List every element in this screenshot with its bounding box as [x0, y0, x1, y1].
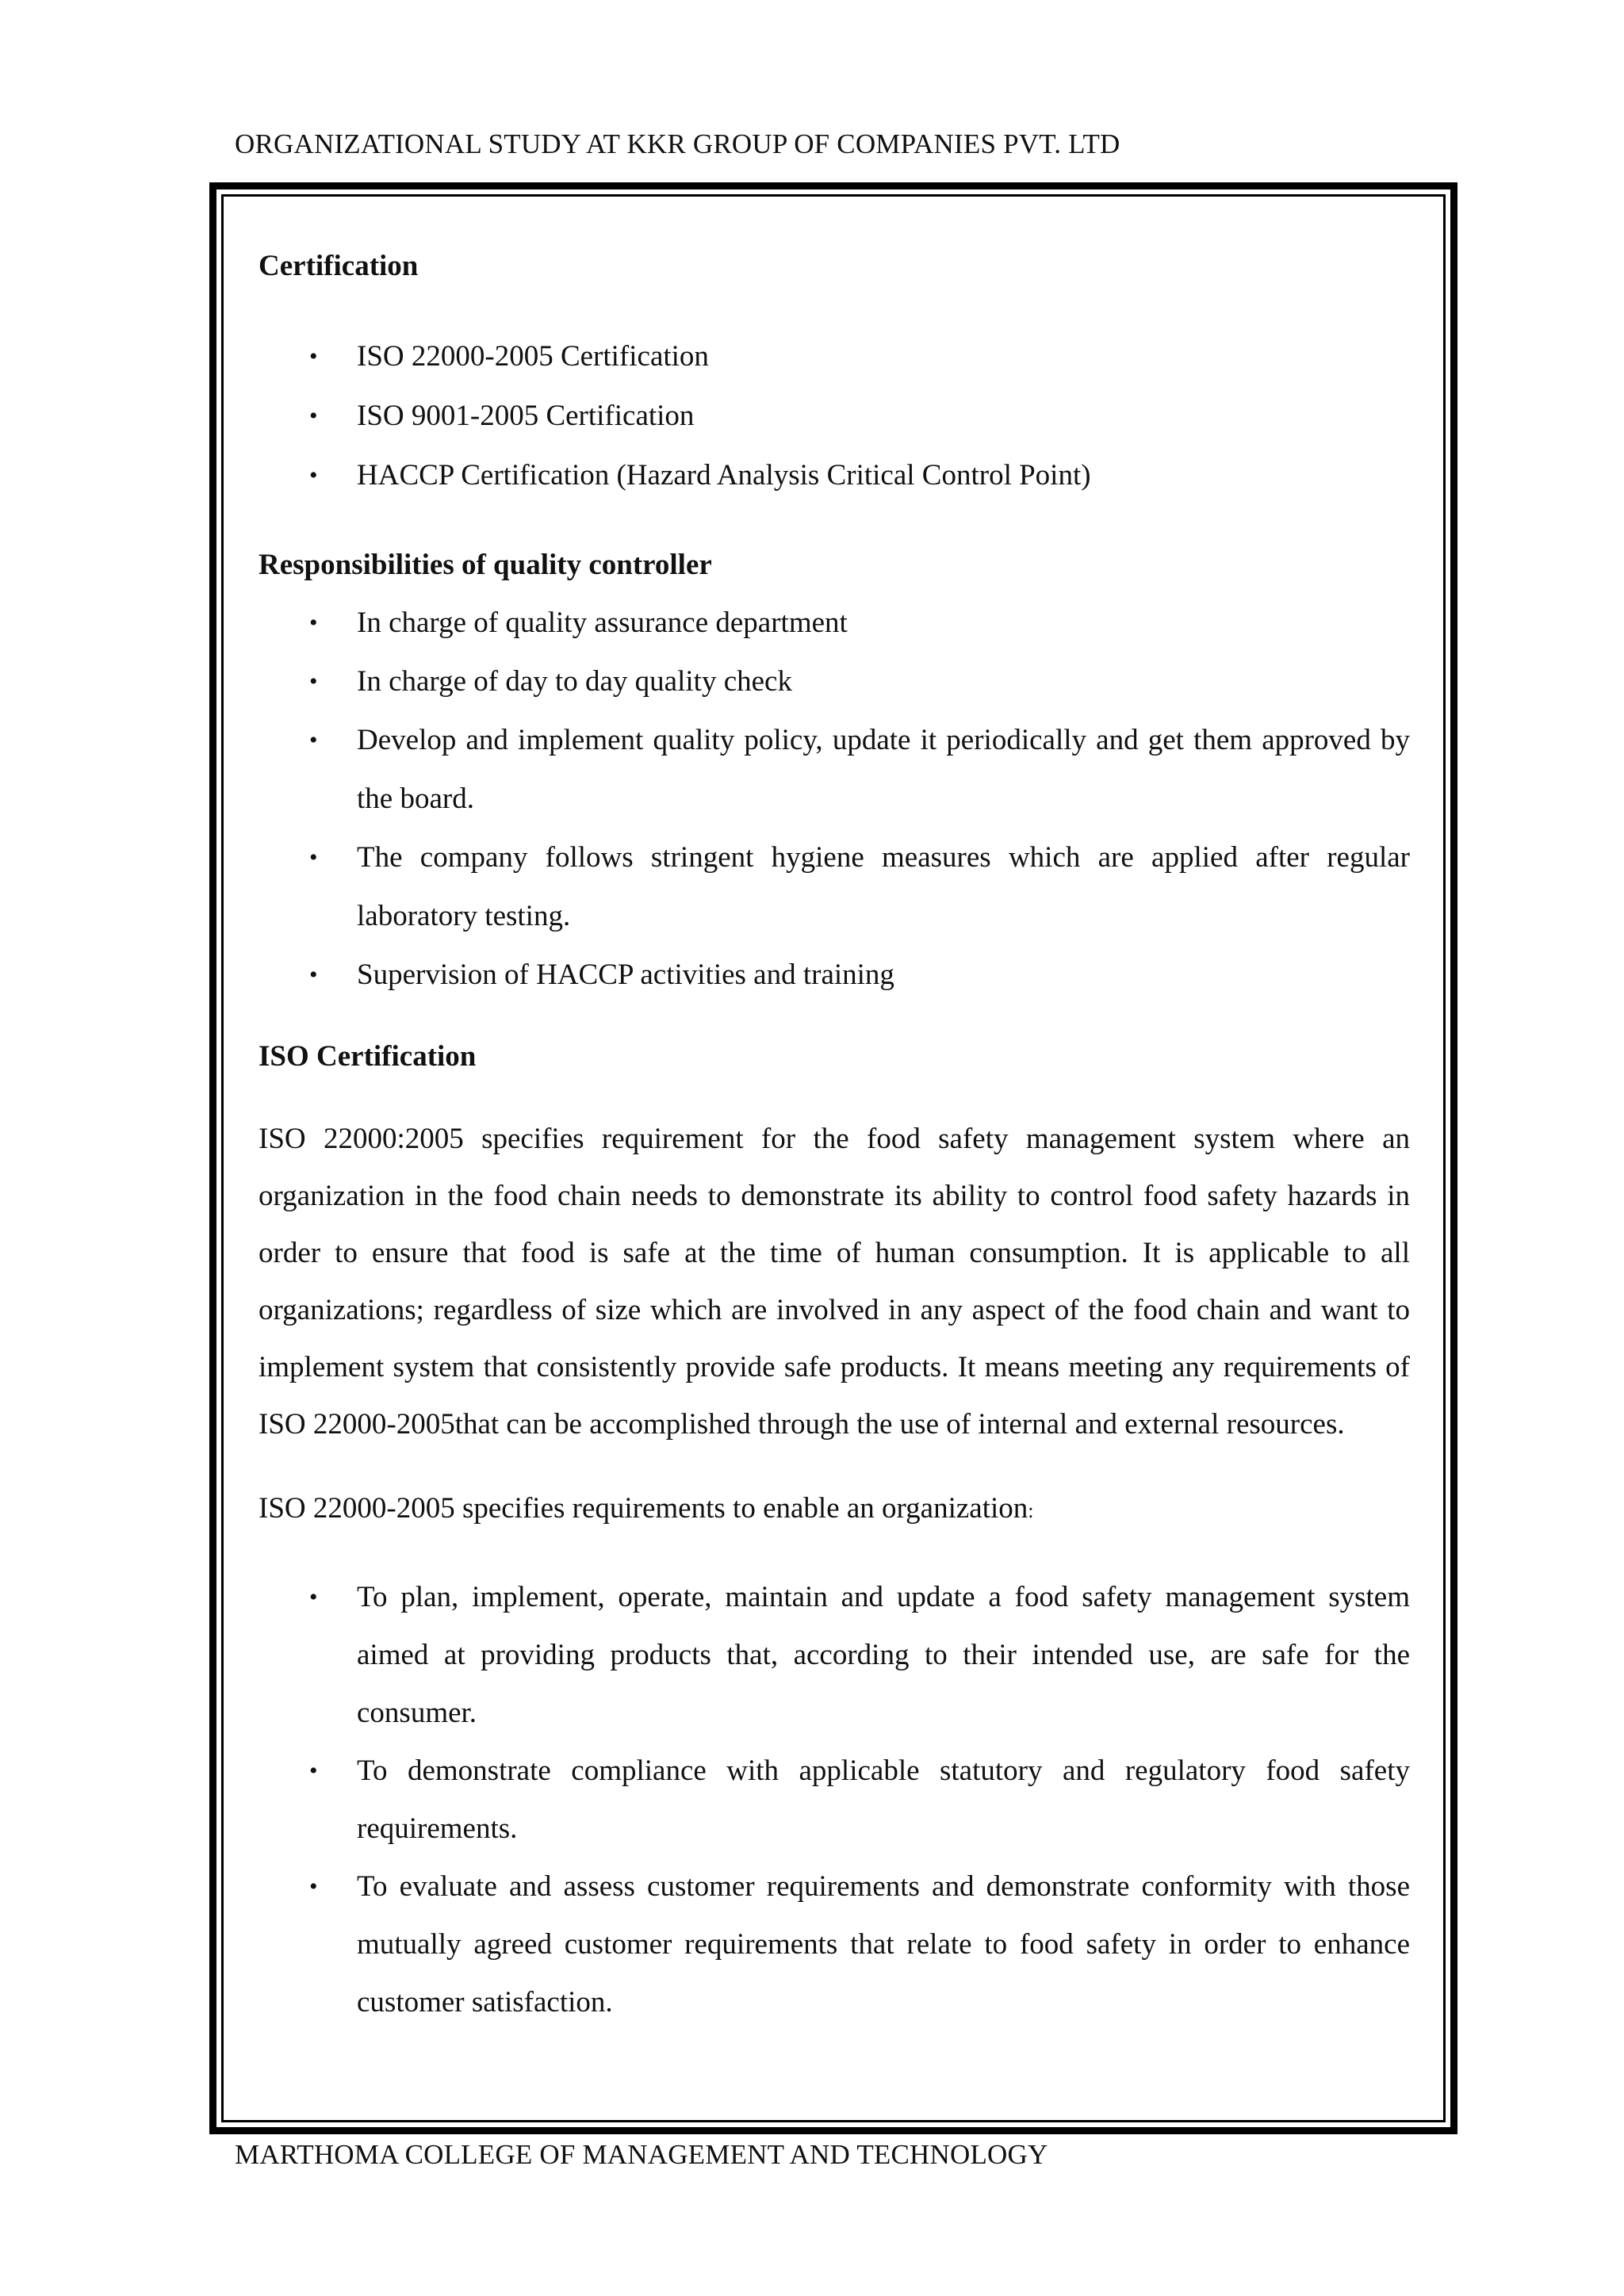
iso-requirements-list — [259, 1568, 1410, 2031]
list-item: • To evaluate and assess customer requirements and demonstrate conformity with those mutually agreed customer requirements that relate to food safety in order to enhance customer satisfaction. — [259, 1858, 1410, 2031]
list-item: • The company follows stringent hygiene measures which are applied after regular laboratory testing. — [259, 828, 1410, 946]
bullet-icon: • — [309, 610, 318, 636]
bullet-icon: • — [309, 1873, 318, 1900]
certification-list — [259, 327, 1410, 505]
list-item: • HACCP Certification (Hazard Analysis Critical Control Point) — [259, 446, 1410, 505]
iso-paragraph: ISO 22000:2005 specifies requirement for the food safety management system where an organization in the food chain needs to demonstrate its ability to control food safety hazards in order to ensure that food is safe at the time of human consumption. It is applicable to all organizations; regardless of size which are involved in any aspect of the food chain and want to implement system that consistently provide safe products. It means meeting any requirements of ISO 22000-2005that can be accomplished through the use of internal and external resources. — [259, 1123, 1410, 1441]
bullet-icon: • — [309, 403, 318, 429]
page-footer: MARTHOMA COLLEGE OF MANAGEMENT AND TECHNOLOGY — [235, 2139, 1048, 2170]
bullet-icon: • — [309, 844, 318, 871]
list-item: • In charge of quality assurance department — [259, 594, 1410, 652]
bullet-icon: • — [309, 1758, 318, 1784]
list-item: • To demonstrate compliance with applicable statutory and regulatory food safety requirements. — [259, 1742, 1410, 1858]
list-item: • ISO 9001-2005 Certification — [259, 386, 1410, 446]
bullet-icon: • — [309, 727, 318, 753]
bullet-icon: • — [309, 462, 318, 488]
responsibilities-heading: Responsibilities of quality controller — [259, 549, 712, 581]
iso-requirements-intro: ISO 22000-2005 specifies requirements to enable an organization: — [259, 1492, 1034, 1525]
bullet-icon: • — [309, 962, 318, 988]
bullet-icon: • — [309, 343, 318, 369]
list-item: • In charge of day to day quality check — [259, 652, 1410, 711]
page-header: ORGANIZATIONAL STUDY AT KKR GROUP OF COMPANIES PVT. LTD — [235, 128, 1120, 159]
document-body — [259, 238, 1410, 2031]
list-item: • Develop and implement quality policy, update it periodically and get them approved by the board. — [259, 711, 1410, 828]
list-item: • Supervision of HACCP activities and training — [259, 946, 1410, 1004]
bullet-icon: • — [309, 1584, 318, 1610]
bullet-icon: • — [309, 668, 318, 695]
responsibilities-list — [259, 594, 1410, 1004]
list-item: • To plan, implement, operate, maintain and update a food safety management system aimed at providing products that, according to their intended use, are safe for the consumer. — [259, 1568, 1410, 1742]
certification-heading: Certification — [259, 250, 419, 282]
iso-certification-heading: ISO Certification — [259, 1040, 477, 1073]
list-item: • ISO 22000-2005 Certification — [259, 327, 1410, 386]
